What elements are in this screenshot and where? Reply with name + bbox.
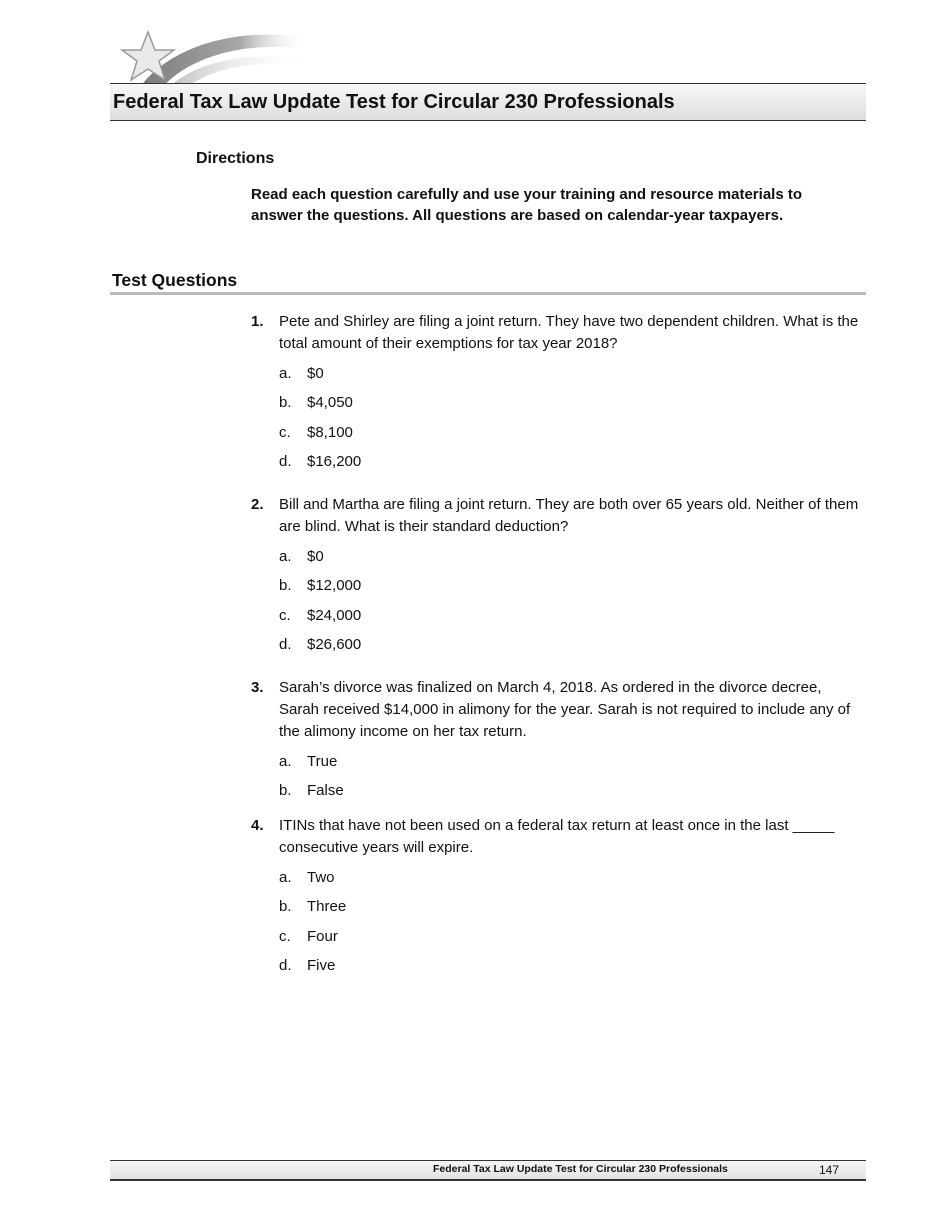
option-letter: c. xyxy=(279,423,291,441)
option-text: $4,050 xyxy=(307,394,353,411)
question-number: 3. xyxy=(251,679,264,696)
question-text: Sarah’s divorce was finalized on March 4, 2018. As ordered in the divorce decree, Sarah received $14,000 in alimony for the year. Sarah is not required to include any of the alimony income on her tax return. xyxy=(279,679,851,740)
answer-option xyxy=(279,422,859,444)
page-number: 147 xyxy=(819,1163,840,1177)
option-letter: b. xyxy=(279,898,292,915)
answer-option xyxy=(279,955,859,977)
question-number: 2. xyxy=(251,496,264,513)
option-letter: b. xyxy=(279,577,292,594)
test-questions-heading: Test Questions xyxy=(112,270,238,290)
question-text: ITINs that have not been used on a federal tax return at least once in the last _____ consecutive years will expire. xyxy=(279,817,835,856)
answer-option xyxy=(279,546,859,568)
option-letter: d. xyxy=(279,453,292,470)
option-text: False xyxy=(307,782,344,799)
question-text: Bill and Martha are filing a joint return. They are both over 65 years old. Neither of them are blind. What is their standard deduction? xyxy=(279,496,859,535)
section-divider xyxy=(110,292,866,295)
option-letter: a. xyxy=(279,364,292,382)
option-text: $24,000 xyxy=(307,606,362,624)
option-letter: a. xyxy=(279,547,292,565)
directions-text: Read each question carefully and use your training and resource materials to answer the questions. All questions are based on calendar-year taxpayers. xyxy=(251,186,802,224)
option-letter: b. xyxy=(279,394,292,411)
question-4 xyxy=(251,815,859,977)
answer-option xyxy=(279,605,859,627)
star-swoosh-logo-icon xyxy=(108,28,318,90)
page-title: Federal Tax Law Update Test for Circular 230 Professionals xyxy=(113,91,675,113)
answer-option xyxy=(279,867,859,889)
option-text: $0 xyxy=(307,364,324,382)
option-text: $12,000 xyxy=(307,577,362,594)
answer-option xyxy=(279,926,859,948)
question-number: 4. xyxy=(251,817,264,834)
option-text: True xyxy=(307,752,338,770)
question-number: 1. xyxy=(251,313,264,330)
answer-option xyxy=(279,392,859,414)
option-letter: d. xyxy=(279,957,292,974)
option-text: $8,100 xyxy=(307,423,353,441)
option-text: Two xyxy=(307,868,335,886)
option-letter: c. xyxy=(279,927,291,945)
answer-option xyxy=(279,896,859,918)
option-text: Four xyxy=(307,927,338,945)
footer-rule xyxy=(110,1179,866,1181)
answer-option xyxy=(279,634,859,656)
option-text: Five xyxy=(307,957,336,974)
question-2 xyxy=(251,494,859,656)
answer-option xyxy=(279,780,859,802)
answer-option xyxy=(279,751,859,773)
option-letter: d. xyxy=(279,636,292,653)
answer-option xyxy=(279,575,859,597)
directions-heading: Directions xyxy=(196,150,275,167)
footer-title: Federal Tax Law Update Test for Circular 230 Professionals xyxy=(433,1163,728,1175)
option-text: $16,200 xyxy=(307,453,362,470)
option-letter: a. xyxy=(279,868,292,886)
option-letter: b. xyxy=(279,782,292,799)
answer-option xyxy=(279,363,859,385)
answer-option xyxy=(279,451,859,473)
title-bar xyxy=(110,83,866,121)
question-text: Pete and Shirley are filing a joint return. They have two dependent children. What is the total amount of their exemptions for tax year 2018? xyxy=(279,313,859,352)
option-text: $26,600 xyxy=(307,636,362,653)
option-letter: c. xyxy=(279,606,291,624)
question-1 xyxy=(251,311,859,473)
option-letter: a. xyxy=(279,752,292,770)
option-text: $0 xyxy=(307,547,324,565)
option-text: Three xyxy=(307,898,347,915)
question-3 xyxy=(251,677,859,802)
